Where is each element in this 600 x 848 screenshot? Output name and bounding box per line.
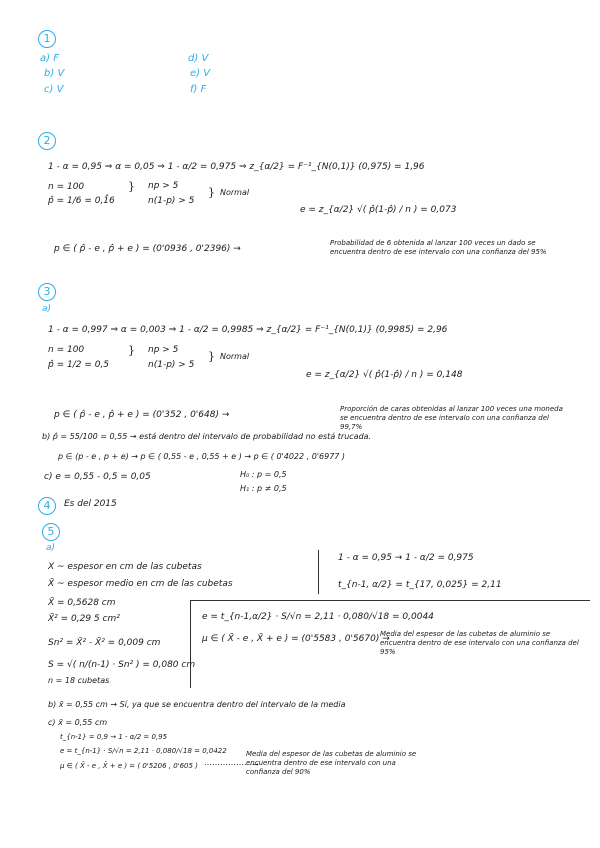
s3-part-c: c) e = 0,55 - 0,5 = 0,05 <box>44 472 151 482</box>
s3-cond1: np > 5 <box>148 345 179 355</box>
section-number-5: 5 <box>42 523 60 541</box>
s2-note: Probabilidad de 6 obtenida al lanzar 100 veces un dado se encuentra dentro de ese intervalo con una confianza del 95% <box>330 239 547 256</box>
answer-a: a) F <box>40 53 59 64</box>
s5-right1: 1 - α = 0,95 → 1 - α/2 = 0,975 <box>338 553 474 563</box>
s3-p: p̂ = 1/2 = 0,5 <box>48 360 110 370</box>
s3-h0: H₀ : p = 0,5 <box>240 470 287 479</box>
s5-box-error: e = t_{n-1,α/2} · S/√n = 2,11 · 0,080/√18 = 0,0044 <box>202 612 434 622</box>
s4-text: Es del 2015 <box>64 499 117 509</box>
s5-x2: X̄² = 0,29 5 cm² <box>48 614 120 624</box>
s2-cond2: n(1-p) > 5 <box>148 196 195 206</box>
s3-normal: Normal <box>220 352 250 361</box>
answer-e: e) V <box>190 68 211 79</box>
s5-def2: X̄ ~ espesor medio en cm de las cubetas <box>48 579 233 589</box>
s2-cond1: np > 5 <box>148 181 179 191</box>
s3-brace: } <box>128 344 135 357</box>
s5-part-c: c) x̄ = 0,55 cm <box>48 718 108 727</box>
s5-sn2: Sn² = X̄² - X̄² = 0,009 cm <box>48 638 161 648</box>
s2-n: n = 100 <box>48 182 85 192</box>
s5-n: n = 18 cubetas <box>48 676 110 685</box>
s5-c-note: Media del espesor de las cubetas de aluminio se encuentra dentro de ese intervalo con una confianza del 90% <box>246 750 417 776</box>
answer-d: d) V <box>188 53 209 64</box>
section-number-1: 1 <box>38 30 56 48</box>
s3-alpha-line: 1 - α = 0,997 ⇒ α = 0,003 ⇒ 1 - α/2 = 0,9985 ⇒ z_{α/2} = F⁻¹_{N(0,1)} (0,9985) = 2,96 <box>48 325 448 335</box>
s5-right2: t_{n-1, α/2} = t_{17, 0,025} = 2,11 <box>338 580 502 590</box>
s3-part-b: b) p̂ = 55/100 = 0,55 → está dentro del intervalo de probabilidad no está trucada. <box>42 432 372 441</box>
s5-c-arrow: ⋯⋯⋯⋯⋯⋯→ <box>204 760 259 769</box>
s5-part-a: a) <box>46 543 56 553</box>
s2-interval: p ∈ ( p̂ - e , p̂ + e ) = (0'0936 , 0'2396) → <box>54 244 241 254</box>
s5-s: S = √( n/(n-1) · Sn² ) = 0,080 cm <box>48 660 196 670</box>
section-number-4: 4 <box>38 497 56 515</box>
answer-f: f) F <box>190 84 207 95</box>
s5-box-note: Media del espesor de las cubetas de aluminio se encuentra dentro de ese intervalo con una confianza del 95% <box>380 630 579 656</box>
answer-b: b) V <box>44 68 65 79</box>
section-number-2: 2 <box>38 132 56 150</box>
s3-n: n = 100 <box>48 345 85 355</box>
s2-brace-2: } <box>208 186 215 199</box>
answer-c: c) V <box>44 84 64 95</box>
s5-box-top <box>190 600 590 601</box>
s3-interval: p ∈ ( p̂ - e , p̂ + e ) = (0'352 , 0'648) → <box>54 410 230 420</box>
s5-c3: μ ∈ ( X̄ - e , X̄ + e ) = ( 0'5206 , 0'605 ) <box>60 762 198 770</box>
s3-note: Proporción de caras obtenidas al lanzar 100 veces una moneda se encuentra dentro de ese intervalo con una confianza del 99,7% <box>340 405 563 431</box>
s3-part-a: a) <box>42 304 52 314</box>
s5-xbar: X̄ = 0,5628 cm <box>48 598 116 608</box>
s5-def1: X ~ espesor en cm de las cubetas <box>48 562 202 572</box>
s3-error: e = z_{α/2} √( p̂(1-p̂) / n ) = 0,148 <box>306 370 463 380</box>
s3-brace-2: } <box>208 350 215 363</box>
s2-alpha-line: 1 - α = 0,95 ⇒ α = 0,05 ⇒ 1 - α/2 = 0,975 ⇒ z_{α/2} = F⁻¹_{N(0,1)} (0,975) = 1,96 <box>48 162 425 172</box>
s5-box-mu: μ ∈ ( X̄ - e , X̄ + e ) = (0'5583 , 0'5670) → <box>202 634 390 644</box>
s3-h1: H₁ : p ≠ 0,5 <box>240 484 287 493</box>
section-number-3: 3 <box>38 283 56 301</box>
s3-cond2: n(1-p) > 5 <box>148 360 195 370</box>
s3-part-b2: p ∈ (p - e , p + e) → p ∈ ( 0,55 - e , 0,55 + e ) → p ∈ ( 0'4022 , 0'6977 ) <box>58 452 346 461</box>
s5-divider-vertical <box>318 550 319 594</box>
s5-box-left <box>190 600 191 688</box>
s2-p: p̂ = 1/6 = 0,1̂6 <box>48 196 115 206</box>
s2-normal: Normal <box>220 188 250 197</box>
s2-error: e = z_{α/2} √( p̂(1-p̂) / n ) = 0,073 <box>300 205 457 215</box>
s5-c1: t_{n-1} = 0,9 → 1 - α/2 = 0,95 <box>60 733 168 741</box>
s2-brace: } <box>128 180 135 193</box>
s5-c2: e = t_{n-1} · S/√n = 2,11 · 0,080/√18 = 0,0422 <box>60 747 227 755</box>
s5-part-b: b) x̄ = 0,55 cm → Sí, ya que se encuentra dentro del intervalo de la media <box>48 700 346 709</box>
